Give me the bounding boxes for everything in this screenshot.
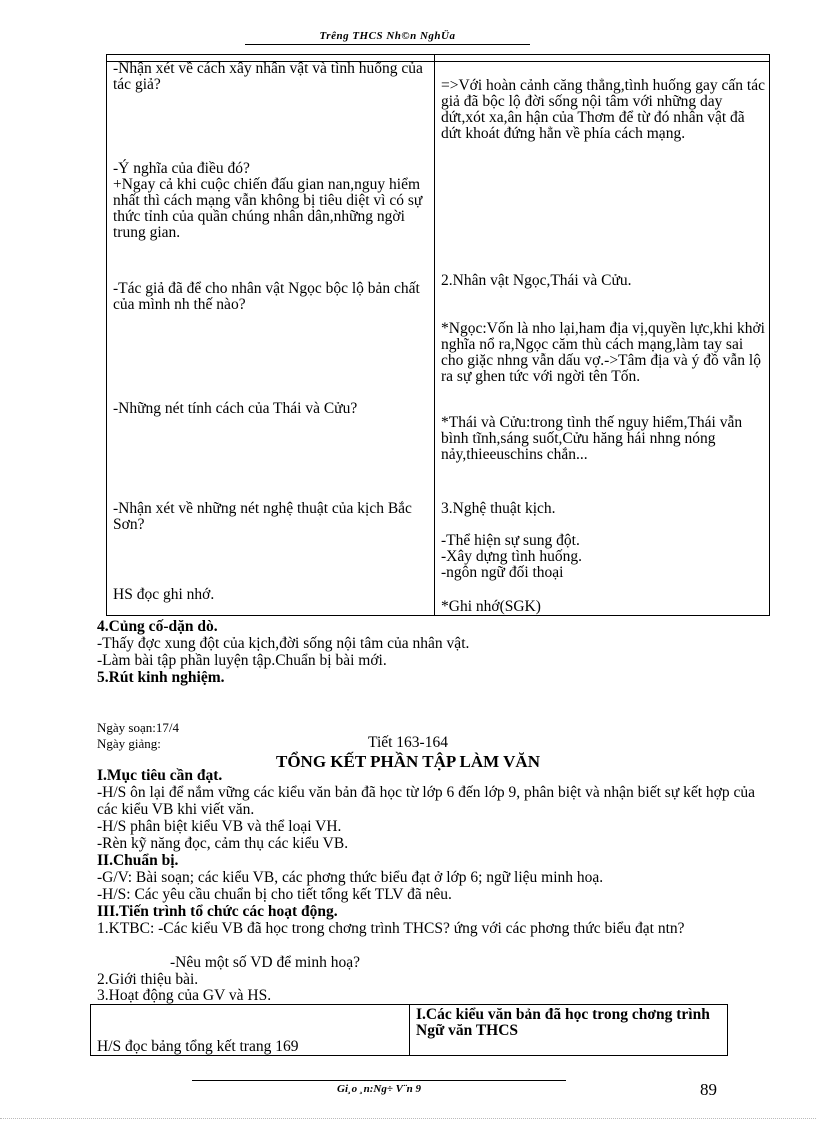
part3-heading: III.Tiến trình tổ chức các hoạt động. (97, 903, 338, 920)
question-character: -Nhận xét về cách xây nhân vật và tình huống của tác giả? (113, 60, 423, 93)
section4-heading: 4.Củng cố-dặn dò. (97, 618, 218, 635)
section4-line-2: -Làm bài tập phần luyện tập.Chuẩn bị bài mới. (97, 652, 387, 669)
part3-line-1: 1.KTBC: -Các kiểu VB đã học trong chơng trình THCS? ứng với các phơng thức biểu đạt ntn? (97, 920, 685, 937)
table2-left: H/S đọc bảng tổng kết trang 169 (97, 1038, 299, 1055)
section4-line-1: -Thấy đợc xung đột của kịch,đời sống nội tâm của nhân vật. (97, 635, 470, 652)
part2-line-2: -H/S: Các yêu cầu chuẩn bị cho tiết tổng kết TLV đã nêu. (97, 886, 452, 903)
part2-line-1: -G/V: Bài soạn; các kiểu VB, các phơng thức biểu đạt ở lớp 6; ngữ liệu minh hoạ. (97, 869, 604, 886)
part1-line-3: -Rèn kỹ năng đọc, cảm thụ các kiểu VB. (97, 835, 349, 852)
answer-ngoc: *Ngọc:Vốn là nho lại,ham địa vị,quyền lực,khi khởi nghĩa nổ ra,Ngọc căm thù cách mạng,làm tay sai cho giặc nhng vẫn dấu vợ.->Tâm địa và ý đồ vẫn lộ ra sự ghen tức với ngời tên Tốn. (441, 320, 765, 385)
part3-line-2: 2.Giới thiệu bài. (97, 971, 199, 988)
lesson-number: Tiết 163-164 (368, 734, 448, 751)
question-ngoc: -Tác giả đã để cho nhân vật Ngọc bộc lộ bản chất của mình nh thế nào? (113, 280, 420, 313)
lesson-title: TỔNG KẾT PHẦN TẬP LÀM VĂN (275, 752, 540, 771)
heading-characters: 2.Nhân vật Ngọc,Thái và Cửu. (441, 272, 632, 289)
table2-right: I.Các kiểu văn bản đã học trong chơng trình Ngữ văn THCS (416, 1006, 710, 1039)
footer-rule (192, 1080, 566, 1081)
heading-art: 3.Nghệ thuật kịch. (441, 500, 556, 517)
section5-heading: 5.Rút kinh nghiệm. (97, 669, 225, 686)
read-summary: HS đọc ghi nhớ. (113, 586, 215, 603)
summary-table (90, 1004, 728, 1056)
question-meaning: -Ý nghĩa của điều đó? +Ngay cả khi cuộc chiến đấu gian nan,nguy hiểm nhất thì cách mạng vẫn không bị tiêu diệt vì có sự thức tỉnh của quần chúng nhân dân,những ngời trung gian. (113, 160, 423, 241)
date-prepared: Ngày soạn:17/4 (97, 720, 179, 735)
answer-character: =>Với hoàn cảnh căng thẳng,tình huống gay cấn tác giả đã bộc lộ đời sống nội tâm với những day dứt,xót xa,ân hận của Thơm để từ đó nhân vật đã dứt khoát đứng hẳn về phía cách mạng. (441, 77, 765, 142)
question-art: -Nhận xét về những nét nghệ thuật của kịch Bắc Sơn? (113, 500, 412, 533)
part3-line-3: 3.Hoạt động của GV và HS. (97, 987, 272, 1004)
page-number: 89 (700, 1080, 717, 1099)
page-footer: Gi¸o ¸n:Ng÷ V¨n 9 (337, 1083, 421, 1095)
summary-ref: *Ghi nhớ(SGK) (441, 598, 541, 615)
part1-heading: I.Mục tiêu cần đạt. (97, 767, 223, 784)
lesson-table (106, 54, 770, 616)
part1-line-2: -H/S phân biệt kiểu VB và thể loại VH. (97, 818, 342, 835)
answer-thai-cuu: *Thái và Cửu:trong tình thế nguy hiểm,Thái vẫn bình tĩnh,sáng suốt,Cửu hăng hái nhng nóng nảy,thieeuschins chắn... (441, 414, 743, 463)
question-thai-cuu: -Những nét tính cách của Thái và Cửu? (113, 400, 358, 417)
part1-line-1: -H/S ôn lại để nắm vững các kiểu văn bản đã học từ lớp 6 đến lớp 9, phân biệt và nhận biết sự kết hợp của các kiểu VB khi viết văn. (97, 784, 756, 818)
table-divider (434, 55, 435, 615)
table-divider (409, 1005, 410, 1055)
part3-line-1b: -Nêu một số VD để minh hoạ? (170, 954, 360, 971)
answer-art: -Thể hiện sự sung đột. -Xây dựng tình huống. -ngôn ngữ đối thoại (441, 532, 582, 581)
date-taught: Ngày giảng: (97, 736, 161, 751)
page-header: Trêng THCS Nh©n NghÜa (245, 30, 530, 45)
part2-heading: II.Chuẩn bị. (97, 852, 179, 869)
page-edge (0, 1118, 816, 1119)
